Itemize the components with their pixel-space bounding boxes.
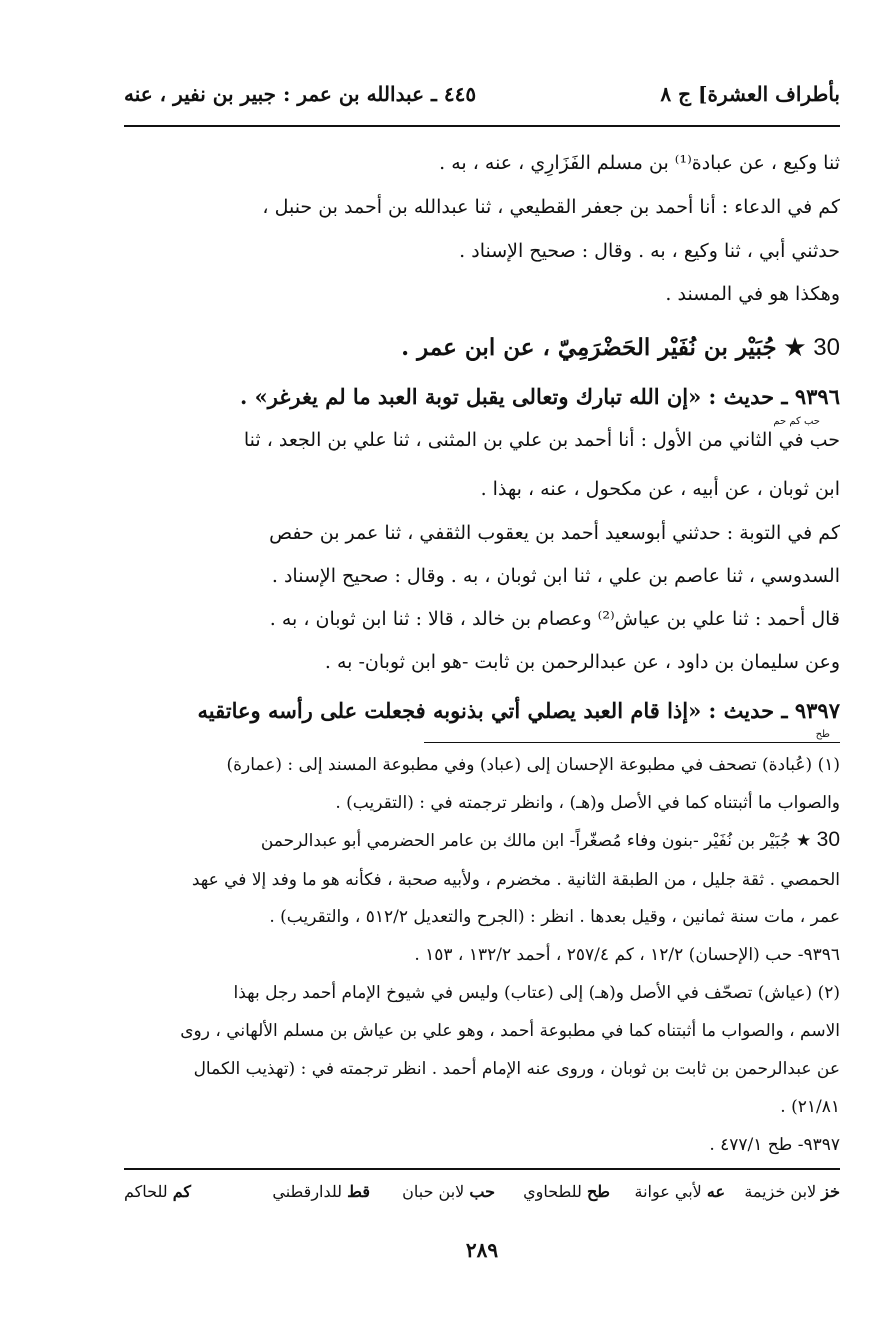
header-book-title: بأطراف العشرة] ج ٨ xyxy=(660,82,840,106)
page-number: ٢٨٩ xyxy=(465,1238,499,1262)
abbreviation-item: كم للحاكم xyxy=(124,1182,191,1201)
text-line: ثنا وكيع ، عن عبادة⁽¹⁾ بن مسلم الفَزَارِي ، عنه ، به . xyxy=(439,152,840,174)
footnote-line: عمر ، مات سنة ثمانين ، وقيل بعدها . انظر : (الجرح والتعديل ٥١٢/٢ ، والتقريب) . xyxy=(269,907,840,927)
source-tags-9396: حب كم حم xyxy=(773,416,820,427)
footnote-line: والصواب ما أثبتناه كما في الأصل و(هـ) ، وانظر ترجمته في : (التقريب) . xyxy=(335,793,840,813)
text-line: قال أحمد : ثنا علي بن عياش⁽²⁾ وعصام بن خالد ، قالا : ثنا ابن ثوبان ، به . xyxy=(269,608,840,630)
abbreviation-item: قط للدارقطني xyxy=(272,1182,370,1201)
header-rule xyxy=(124,125,840,127)
footnote-line: ٢١/٨١) . xyxy=(780,1097,840,1117)
narrator-name: جُبَيْر بن نُفَيْر الحَضْرَمِيّ ، عن ابن عمر . xyxy=(401,334,777,361)
narrator-heading xyxy=(124,330,840,366)
abbreviation-item: خز لابن خزيمة xyxy=(744,1182,840,1201)
text-line: حب في الثاني من الأول : أنا أحمد بن علي بن المثنى ، ثنا علي بن الجعد ، ثنا xyxy=(243,429,840,451)
hadith-9397-heading: ٩٣٩٧ ـ حديث : «إذا قام العبد يصلي أتي بذنوبه فجعلت على رأسه وعاتقيه xyxy=(197,698,840,723)
footnote-narrator-number: 30 xyxy=(816,828,840,851)
footnote-line: ٩٣٩٧- طح ٤٧٧/١ . xyxy=(709,1135,840,1155)
footer-rule xyxy=(124,1168,840,1170)
text-line: السدوسي ، ثنا عاصم بن علي ، ثنا ابن ثوبان ، به . وقال : صحيح الإسناد . xyxy=(271,565,840,587)
star-icon: ★ xyxy=(795,831,812,851)
star-icon: ★ xyxy=(784,334,806,361)
text-line: كم في الدعاء : أنا أحمد بن جعفر القطيعي ، ثنا عبدالله بن أحمد بن حنبل ، xyxy=(262,196,840,218)
text-line: ابن ثوبان ، عن أبيه ، عن مكحول ، عنه ، بهذا . xyxy=(480,478,840,500)
text-line: كم في التوبة : حدثني أبوسعيد أحمد بن يعقوب الثقفي ، ثنا عمر بن حفص xyxy=(269,522,840,544)
abbreviation-item: طح للطحاوي xyxy=(523,1182,610,1201)
footnote-line: الحمصي . ثقة جليل ، من الطبقة الثانية . مخضرم ، ولأبيه صحبة ، فكأنه هو ما وفد إلا في عهد xyxy=(191,870,840,890)
footnote-line: ٩٣٩٦- حب (الإحسان) ١٢/٢ ، كم ٢٥٧/٤ ، أحمد ١٣٢/٢ ، ١٥٣ . xyxy=(414,945,840,965)
footnote-line: الاسم ، والصواب ما أثبتناه كما في مطبوعة أحمد ، وهو علي بن عياش بن مسلم الألهاني ، روى xyxy=(180,1021,840,1041)
book-page xyxy=(124,70,840,1300)
footnote-text: جُبَيْر بن نُفَيْر -بنون وفاء مُصغّراً- ابن مالك بن عامر الحضرمي أبو عبدالرحمن xyxy=(260,831,791,851)
abbreviation-item: حب لابن حبان xyxy=(402,1182,495,1201)
abbreviation-item: عه لأبي عوانة xyxy=(634,1182,725,1201)
footnote-line xyxy=(124,825,840,856)
narrator-number: 30 xyxy=(813,334,840,361)
header-section-title: ٤٤٥ ـ عبدالله بن عمر : جبير بن نفير ، عنه xyxy=(124,82,477,106)
text-line: حدثني أبي ، ثنا وكيع ، به . وقال : صحيح الإسناد . xyxy=(459,240,840,262)
footnote-line: عن عبدالرحمن بن ثابت بن ثوبان ، وروى عنه الإمام أحمد . انظر ترجمته في : (تهذيب الكمال xyxy=(193,1059,840,1079)
hadith-9396-heading: ٩٣٩٦ ـ حديث : «إن الله تبارك وتعالى يقبل توبة العبد ما لم يغرغر» . xyxy=(240,384,840,409)
text-line: وهكذا هو في المسند . xyxy=(665,283,840,305)
footnote-line: (٢) (عياش) تصحّف في الأصل و(هـ) إلى (عتاب) وليس في شيوخ الإمام أحمد رجل بهذا xyxy=(233,983,840,1003)
abbreviation-key xyxy=(124,1182,840,1212)
text-line: وعن سليمان بن داود ، عن عبدالرحمن بن ثابت -هو ابن ثوبان- به . xyxy=(324,651,840,673)
source-tags-9397: طح xyxy=(815,729,830,740)
footnote-separator xyxy=(424,742,840,743)
footnote-line: (١) (عُبادة) تصحف في مطبوعة الإحسان إلى (عباد) وفي مطبوعة المسند إلى : (عمارة) xyxy=(226,755,840,775)
running-header xyxy=(124,82,840,114)
